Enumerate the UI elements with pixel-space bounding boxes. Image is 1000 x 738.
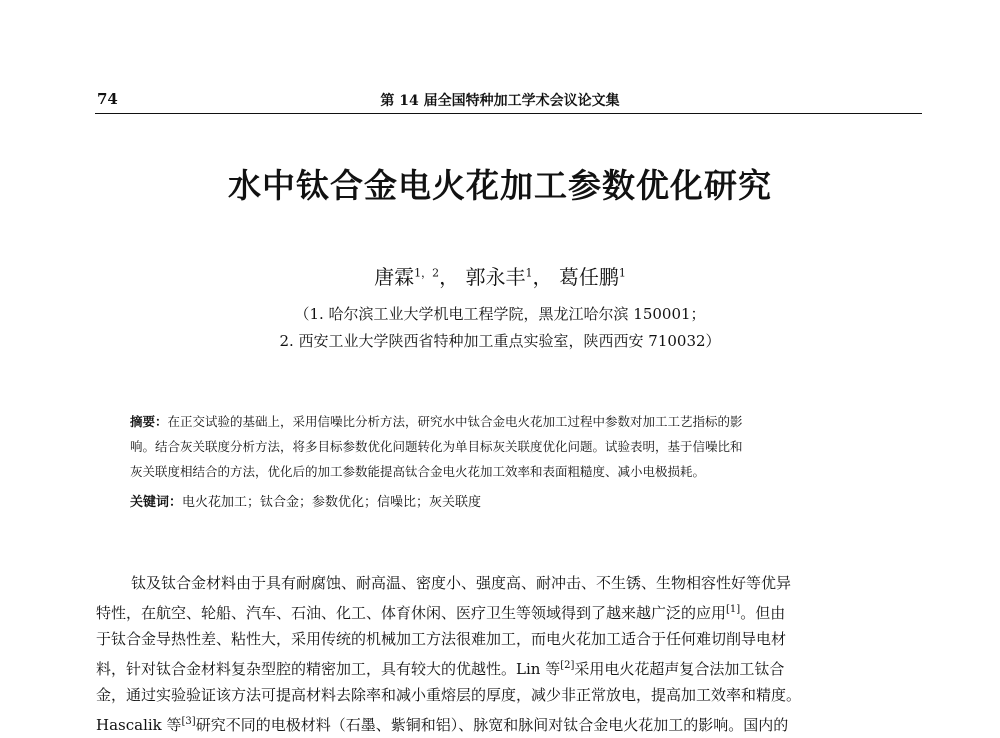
header-rule [95,113,922,114]
page-number: 74 [97,90,118,108]
author-separator: ， [533,265,553,289]
abstract [130,409,890,484]
paper-title: 水中钛合金电火花加工参数优化研究 [0,160,1000,207]
author-affil-mark: 1，2 [414,266,439,279]
body-text-run: 研究不同的电极材料（石墨、紫铜和铝）、脉宽和脉间对钛合金电火花加工的影响。国内的 [196,716,789,734]
author-affil-mark: 1 [619,266,626,279]
keywords-text: 电火花加工；钛合金；参数优化；信噪比；灰关联度 [182,495,481,510]
keywords-label: 关键词： [130,495,182,510]
body-text-run: Hascalik 等 [96,716,182,734]
keywords [130,491,481,510]
body-line [96,653,924,683]
author-name: 唐霖 [374,265,414,289]
author-list [0,261,1000,290]
body-line: 钛及钛合金材料由于具有耐腐蚀、耐高温、密度小、强度高、耐冲击、不生锈、生物相容性好等优异 [96,570,924,597]
abstract-label: 摘要： [130,414,168,429]
body-line: 金，通过实验验证该方法可提高材料去除率和减小重熔层的厚度，减少非正常放电，提高加工效率和精度。 [96,682,924,709]
body-text-run: 料，针对钛合金材料复杂型腔的精密加工，具有较大的优越性。Lin 等 [96,660,560,678]
abstract-line: 响。结合灰关联度分析方法，将多目标参数优化问题转化为单目标灰关联度优化问题。试验表明，基于信噪比和 [130,434,890,459]
running-header: 第 14 届全国特种加工学术会议论文集 [0,90,1000,110]
body-text-run: 采用电火花超声复合法加工钛合 [574,660,784,678]
author-separator: ， [439,265,459,289]
citation-ref: [2] [560,660,574,671]
citation-ref: [1] [726,604,740,615]
affiliation-line: （1. 哈尔滨工业大学机电工程学院，黑龙江哈尔滨 150001； [0,303,1000,324]
citation-ref: [3] [182,716,196,727]
author-affil-mark: 1 [526,266,533,279]
affiliation-line: 2. 西安工业大学陕西省特种加工重点实验室，陕西西安 710032） [0,330,1000,351]
body-line [96,597,924,627]
body-line [96,709,924,738]
abstract-line: 灰关联度相结合的方法，优化后的加工参数能提高钛合金电火花加工效率和表面粗糙度、减小电极损耗。 [130,459,890,484]
author-name: 郭永丰 [466,265,526,289]
abstract-line [130,409,890,434]
body-text-run: 。但由 [740,604,785,622]
author-name: 葛任鹏 [559,265,619,289]
body-text-run: 特性，在航空、轮船、汽车、石油、化工、体育休闲、医疗卫生等领域得到了越来越广泛的应用 [96,604,726,622]
abstract-text: 在正交试验的基础上，采用信噪比分析方法，研究水中钛合金电火花加工过程中参数对加工工艺指标的影 [168,414,743,429]
body-line: 于钛合金导热性差、粘性大，采用传统的机械加工方法很难加工，而电火花加工适合于任何难切削导电材 [96,626,924,653]
body-text [96,570,924,738]
